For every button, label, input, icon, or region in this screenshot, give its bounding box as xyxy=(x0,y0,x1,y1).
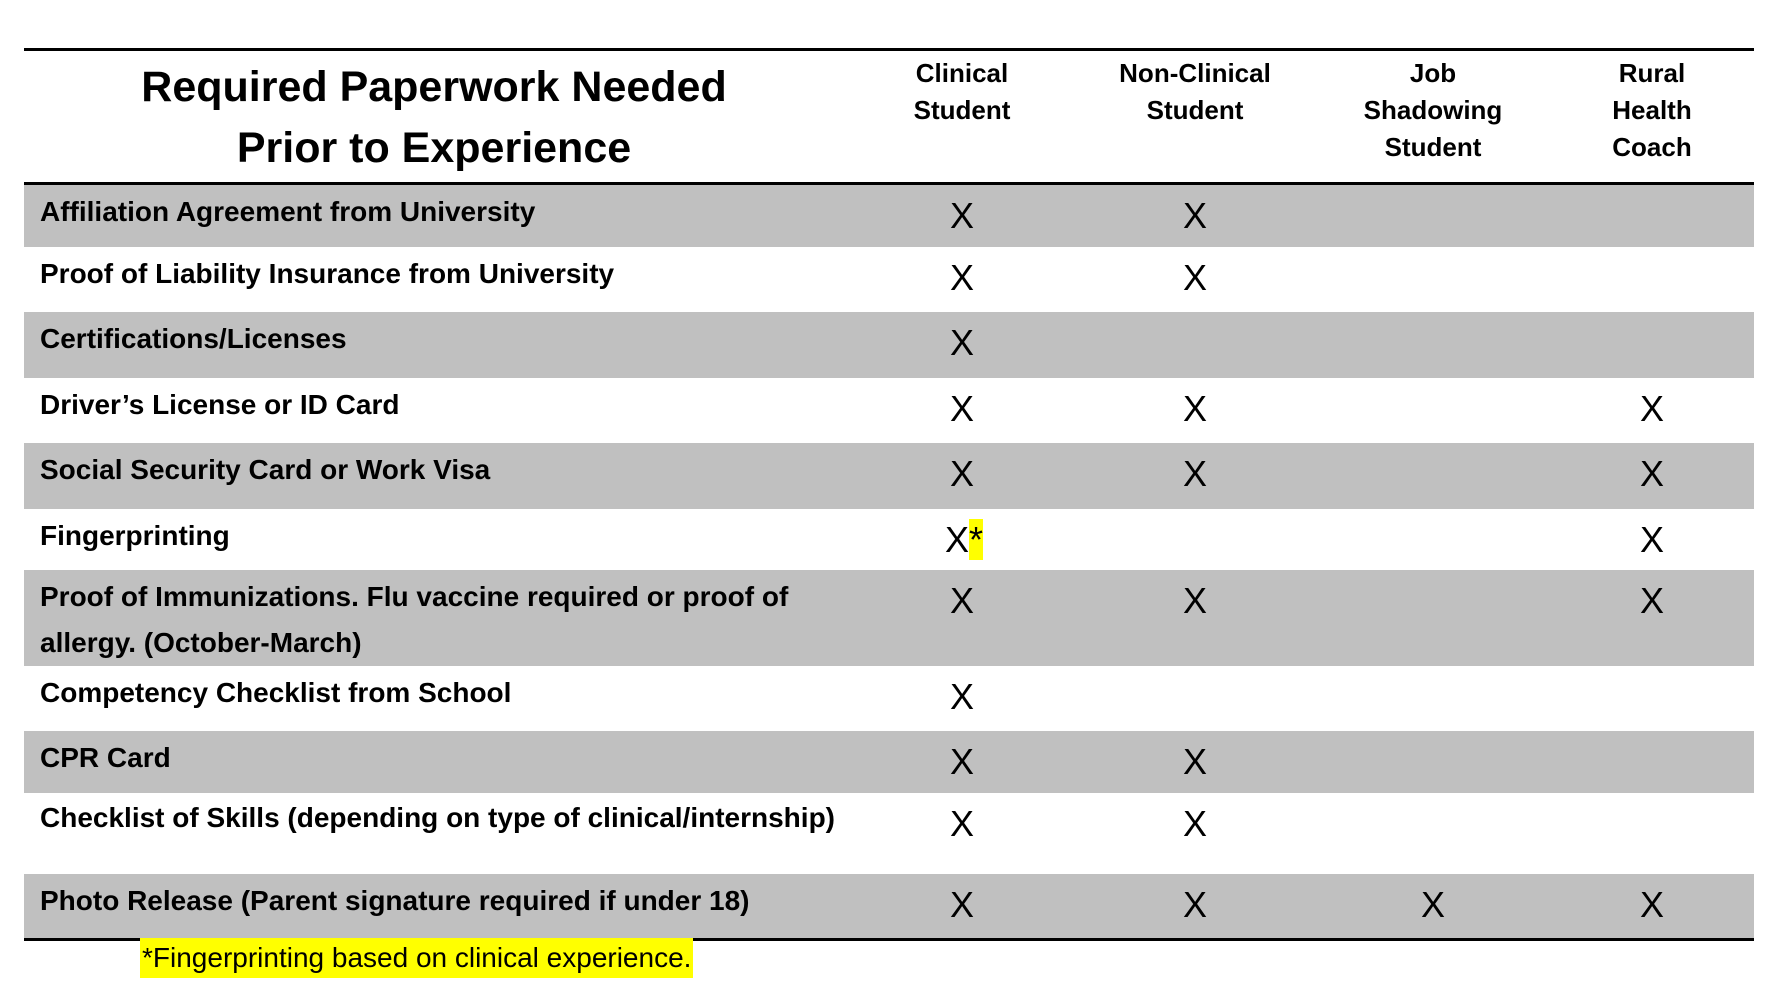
row-label: Social Security Card or Work Visa xyxy=(40,454,491,485)
footnote: *Fingerprinting based on clinical experience. xyxy=(140,938,693,978)
table-row xyxy=(24,509,1754,570)
row-label: Fingerprinting xyxy=(40,520,230,551)
table-title xyxy=(24,57,844,179)
row-label: CPR Card xyxy=(40,742,171,773)
footnote-asterisk: * xyxy=(969,519,984,560)
table-row xyxy=(24,185,1754,247)
row-label: Proof of Immunizations. Flu vaccine required or proof of allergy. (October-March) xyxy=(40,581,789,658)
row-label: Competency Checklist from School xyxy=(40,677,512,708)
row-label: Affiliation Agreement from University xyxy=(40,196,536,227)
mark-rural-health-coach: X xyxy=(1639,519,1664,560)
table-row xyxy=(24,247,1754,312)
mark-non-clinical: X xyxy=(1182,257,1207,298)
row-label: Proof of Liability Insurance from University xyxy=(40,258,615,289)
row-label: Driver’s License or ID Card xyxy=(40,389,400,420)
column-header-non-clinical: Non-Clinical Student xyxy=(1119,58,1271,125)
row-label: Certifications/Licenses xyxy=(40,323,347,354)
mark-non-clinical: X xyxy=(1182,884,1207,925)
table-row xyxy=(24,731,1754,793)
mark-non-clinical: X xyxy=(1182,741,1207,782)
mark-non-clinical: X xyxy=(1182,388,1207,429)
mark-clinical: X xyxy=(949,580,974,621)
mark-non-clinical: X xyxy=(1182,803,1207,844)
mark-rural-health-coach: X xyxy=(1639,453,1664,494)
mark-clinical: X xyxy=(949,257,974,298)
mark-clinical: X xyxy=(949,453,974,494)
requirements-table xyxy=(24,48,1754,941)
mark-job-shadowing: X xyxy=(1420,884,1445,925)
mark-rural-health-coach: X xyxy=(1639,580,1664,621)
mark-clinical: X xyxy=(949,388,974,429)
table-row xyxy=(24,793,1754,874)
table-row xyxy=(24,312,1754,378)
column-header-rural-health-coach: Rural Health Coach xyxy=(1612,58,1692,162)
mark-clinical-x: X xyxy=(944,519,969,560)
row-label: Photo Release (Parent signature required if under 18) xyxy=(40,885,750,916)
table-row xyxy=(24,874,1754,938)
mark-clinical: X xyxy=(949,741,974,782)
mark-clinical: X xyxy=(949,803,974,844)
mark-non-clinical: X xyxy=(1182,195,1207,236)
mark-clinical: X xyxy=(949,195,974,236)
title-line-2: Prior to Experience xyxy=(236,124,632,172)
column-header-clinical: Clinical Student xyxy=(913,58,1011,125)
mark-clinical xyxy=(924,517,1004,563)
row-label: Checklist of Skills (depending on type of clinical/internship) xyxy=(40,802,835,833)
mark-non-clinical: X xyxy=(1182,453,1207,494)
title-line-1: Required Paperwork Needed xyxy=(141,63,727,111)
table-row xyxy=(24,443,1754,509)
table-row xyxy=(24,570,1754,666)
mark-non-clinical: X xyxy=(1182,580,1207,621)
column-header-job-shadowing: Job Shadowing Student xyxy=(1363,58,1503,162)
table-row xyxy=(24,666,1754,731)
table-row xyxy=(24,378,1754,443)
mark-rural-health-coach: X xyxy=(1639,388,1664,429)
mark-clinical: X xyxy=(949,676,974,717)
mark-clinical: X xyxy=(949,322,974,363)
mark-rural-health-coach: X xyxy=(1639,884,1664,925)
table-header xyxy=(24,51,1754,185)
mark-clinical: X xyxy=(949,884,974,925)
